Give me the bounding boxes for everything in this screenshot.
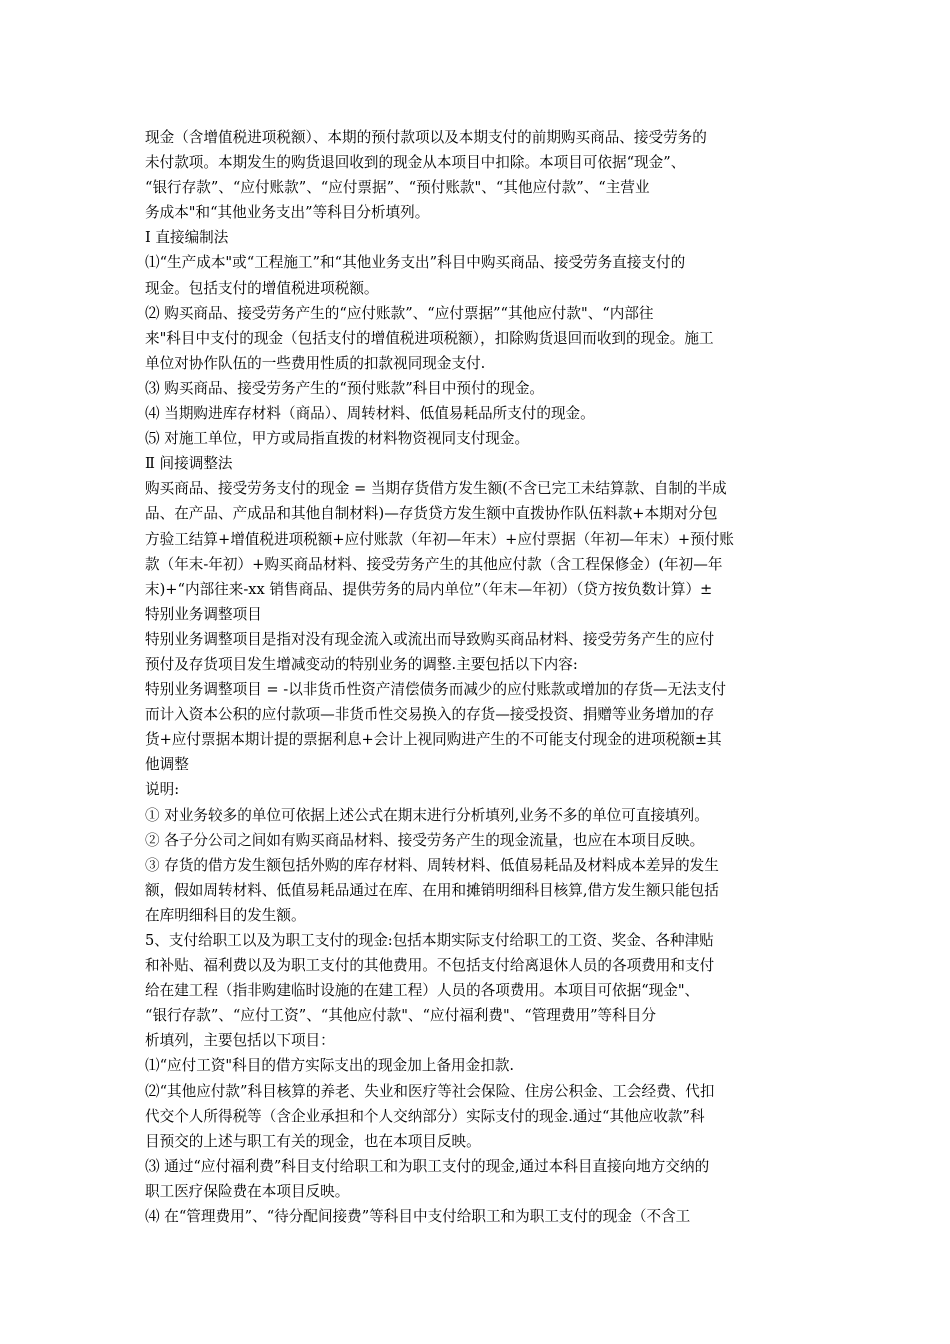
text-line: 货+应付票据本期计提的票据利息+会计上视同购进产生的不可能支付现金的进项税额±其 (145, 731, 722, 749)
text-line: 和补贴、福利费以及为职工支付的其他费用。不包括支付给离退休人员的各项费用和支付 (145, 957, 715, 975)
text-line: 他调整 (145, 756, 189, 774)
text-line: 务成本"和“其他业务支出”等科目分析填列。 (145, 204, 430, 222)
text-line: 特别业务调整项目是指对没有现金流入或流出而导致购买商品材料、接受劳务产生的应付 (145, 630, 715, 648)
text-line: 购买商品、接受劳务支付的现金 = 当期存货借方发生额(不含已完工未结算款、自制的半成 (145, 480, 727, 498)
text-line: 而计入资本公积的应付款项—非货币性交易换入的存货—接受投资、捐赠等业务增加的存 (145, 706, 715, 724)
text-line: ⑴“生产成本"或“工程施工”和“其他业务支出”科目中购买商品、接受劳务直接支付的 (145, 254, 686, 272)
text-line: 单位对协作队伍的一些费用性质的扣款视同现金支付. (145, 354, 486, 372)
text-line: 在库明细科目的发生额。 (145, 906, 306, 924)
text-line: Ⅱ 间接调整法 (145, 455, 233, 473)
text-line: ⑷ 在“管理费用”、“待分配间接费”等科目中支付给职工和为职工支付的现金（不含工 (145, 1208, 691, 1226)
text-line: 5、支付给职工以及为职工支付的现金:包括本期实际支付给职工的工资、奖金、各种津贴 (145, 932, 714, 949)
text-line: “银行存款”、“应付账款”、“应付票据”、“预付账款"、“其他应付款”、“主营业 (145, 179, 650, 197)
text-line: Ⅰ 直接编制法 (145, 229, 229, 247)
document-body (145, 125, 810, 1229)
text-line: 特别业务调整项目 = -以非货币性资产清偿债务而减少的应付账款或增加的存货—无法支付 (145, 681, 727, 699)
text-line: ⑴“应付工资"科目的借方实际支出的现金加上备用金扣款. (145, 1057, 515, 1075)
text-line: ⑵“其他应付款”科目核算的养老、失业和医疗等社会保险、住房公积金、工会经费、代扣 (145, 1082, 715, 1100)
text-line: ⑶ 通过“应付福利费”科目支付给职工和为职工支付的现金,通过本科目直接向地方交纳的 (145, 1157, 710, 1175)
text-line: 析填列，主要包括以下项目： (145, 1032, 335, 1050)
text-line: 方验工结算+增值税进项税额+应付账款（年初—年末）+应付票据（年初—年末）+预付账 (145, 530, 734, 548)
text-line: 额，假如周转材料、低值易耗品通过在库、在用和摊销明细科目核算,借方发生额只能包括 (145, 881, 719, 899)
text-line: 说明: (145, 781, 180, 799)
text-line: “银行存款”、“应付工资”、“其他应付款"、“应付福利费"、“管理费用”等科目分 (145, 1007, 656, 1025)
text-line: ② 各子分公司之间如有购买商品材料、接受劳务产生的现金流量，也应在本项目反映。 (145, 831, 705, 849)
text-line: 现金（含增值税进项税额）、本期的预付款项以及本期支付的前期购买商品、接受劳务的 (145, 129, 707, 146)
text-line: 品、在产品、产成品和其他自制材料)—存货贷方发生额中直拨协作队伍料款+本期对分包 (145, 505, 718, 523)
text-line: 款（年末-年初）+购买商品材料、接受劳务产生的其他应付款（含工程保修金）(年初—年 (145, 555, 723, 573)
text-line: 预付及存货项目发生增减变动的特别业务的调整.主要包括以下内容: (145, 655, 578, 673)
text-line: ③ 存货的借方发生额包括外购的库存材料、周转材料、低值易耗品及材料成本差异的发生 (145, 856, 719, 874)
text-line: 职工医疗保险费在本项目反映。 (145, 1182, 350, 1200)
text-line: ⑵ 购买商品、接受劳务产生的“应付账款”、“应付票据”“其他应付款"、“内部往 (145, 304, 654, 322)
text-line: ⑸ 对施工单位，甲方或局指直拨的材料物资视同支付现金。 (145, 430, 530, 448)
text-line: ① 对业务较多的单位可依据上述公式在期末进行分析填列,业务不多的单位可直接填列。 (145, 806, 709, 824)
text-line: 现金。包括支付的增值税进项税额。 (145, 279, 379, 297)
text-line: 特别业务调整项目 (145, 605, 262, 623)
text-line: ⑶ 购买商品、接受劳务产生的“预付账款”科目中预付的现金。 (145, 379, 545, 397)
text-line: 代交个人所得税等（含企业承担和个人交纳部分）实际支付的现金.通过“其他应收款”科 (145, 1107, 705, 1125)
text-line: 未付款项。本期发生的购货退回收到的现金从本项目中扣除。本项目可依据“现金”、 (145, 154, 686, 172)
text-line: 给在建工程（指非购建临时设施的在建工程）人员的各项费用。本项目可依据“现金"、 (145, 982, 700, 1000)
text-line: 来"科目中支付的现金（包括支付的增值税进项税额），扣除购货退回而收到的现金。施工 (145, 329, 714, 347)
text-line: 目预交的上述与职工有关的现金，也在本项目反映。 (145, 1132, 481, 1150)
text-line: ⑷ 当期购进库存材料（商品）、周转材料、低值易耗品所支付的现金。 (145, 405, 595, 423)
text-line: 末)+“内部往来-xx 销售商品、提供劳务的局内单位”（年末—年初）（贷方按负数计算）± (145, 580, 713, 598)
